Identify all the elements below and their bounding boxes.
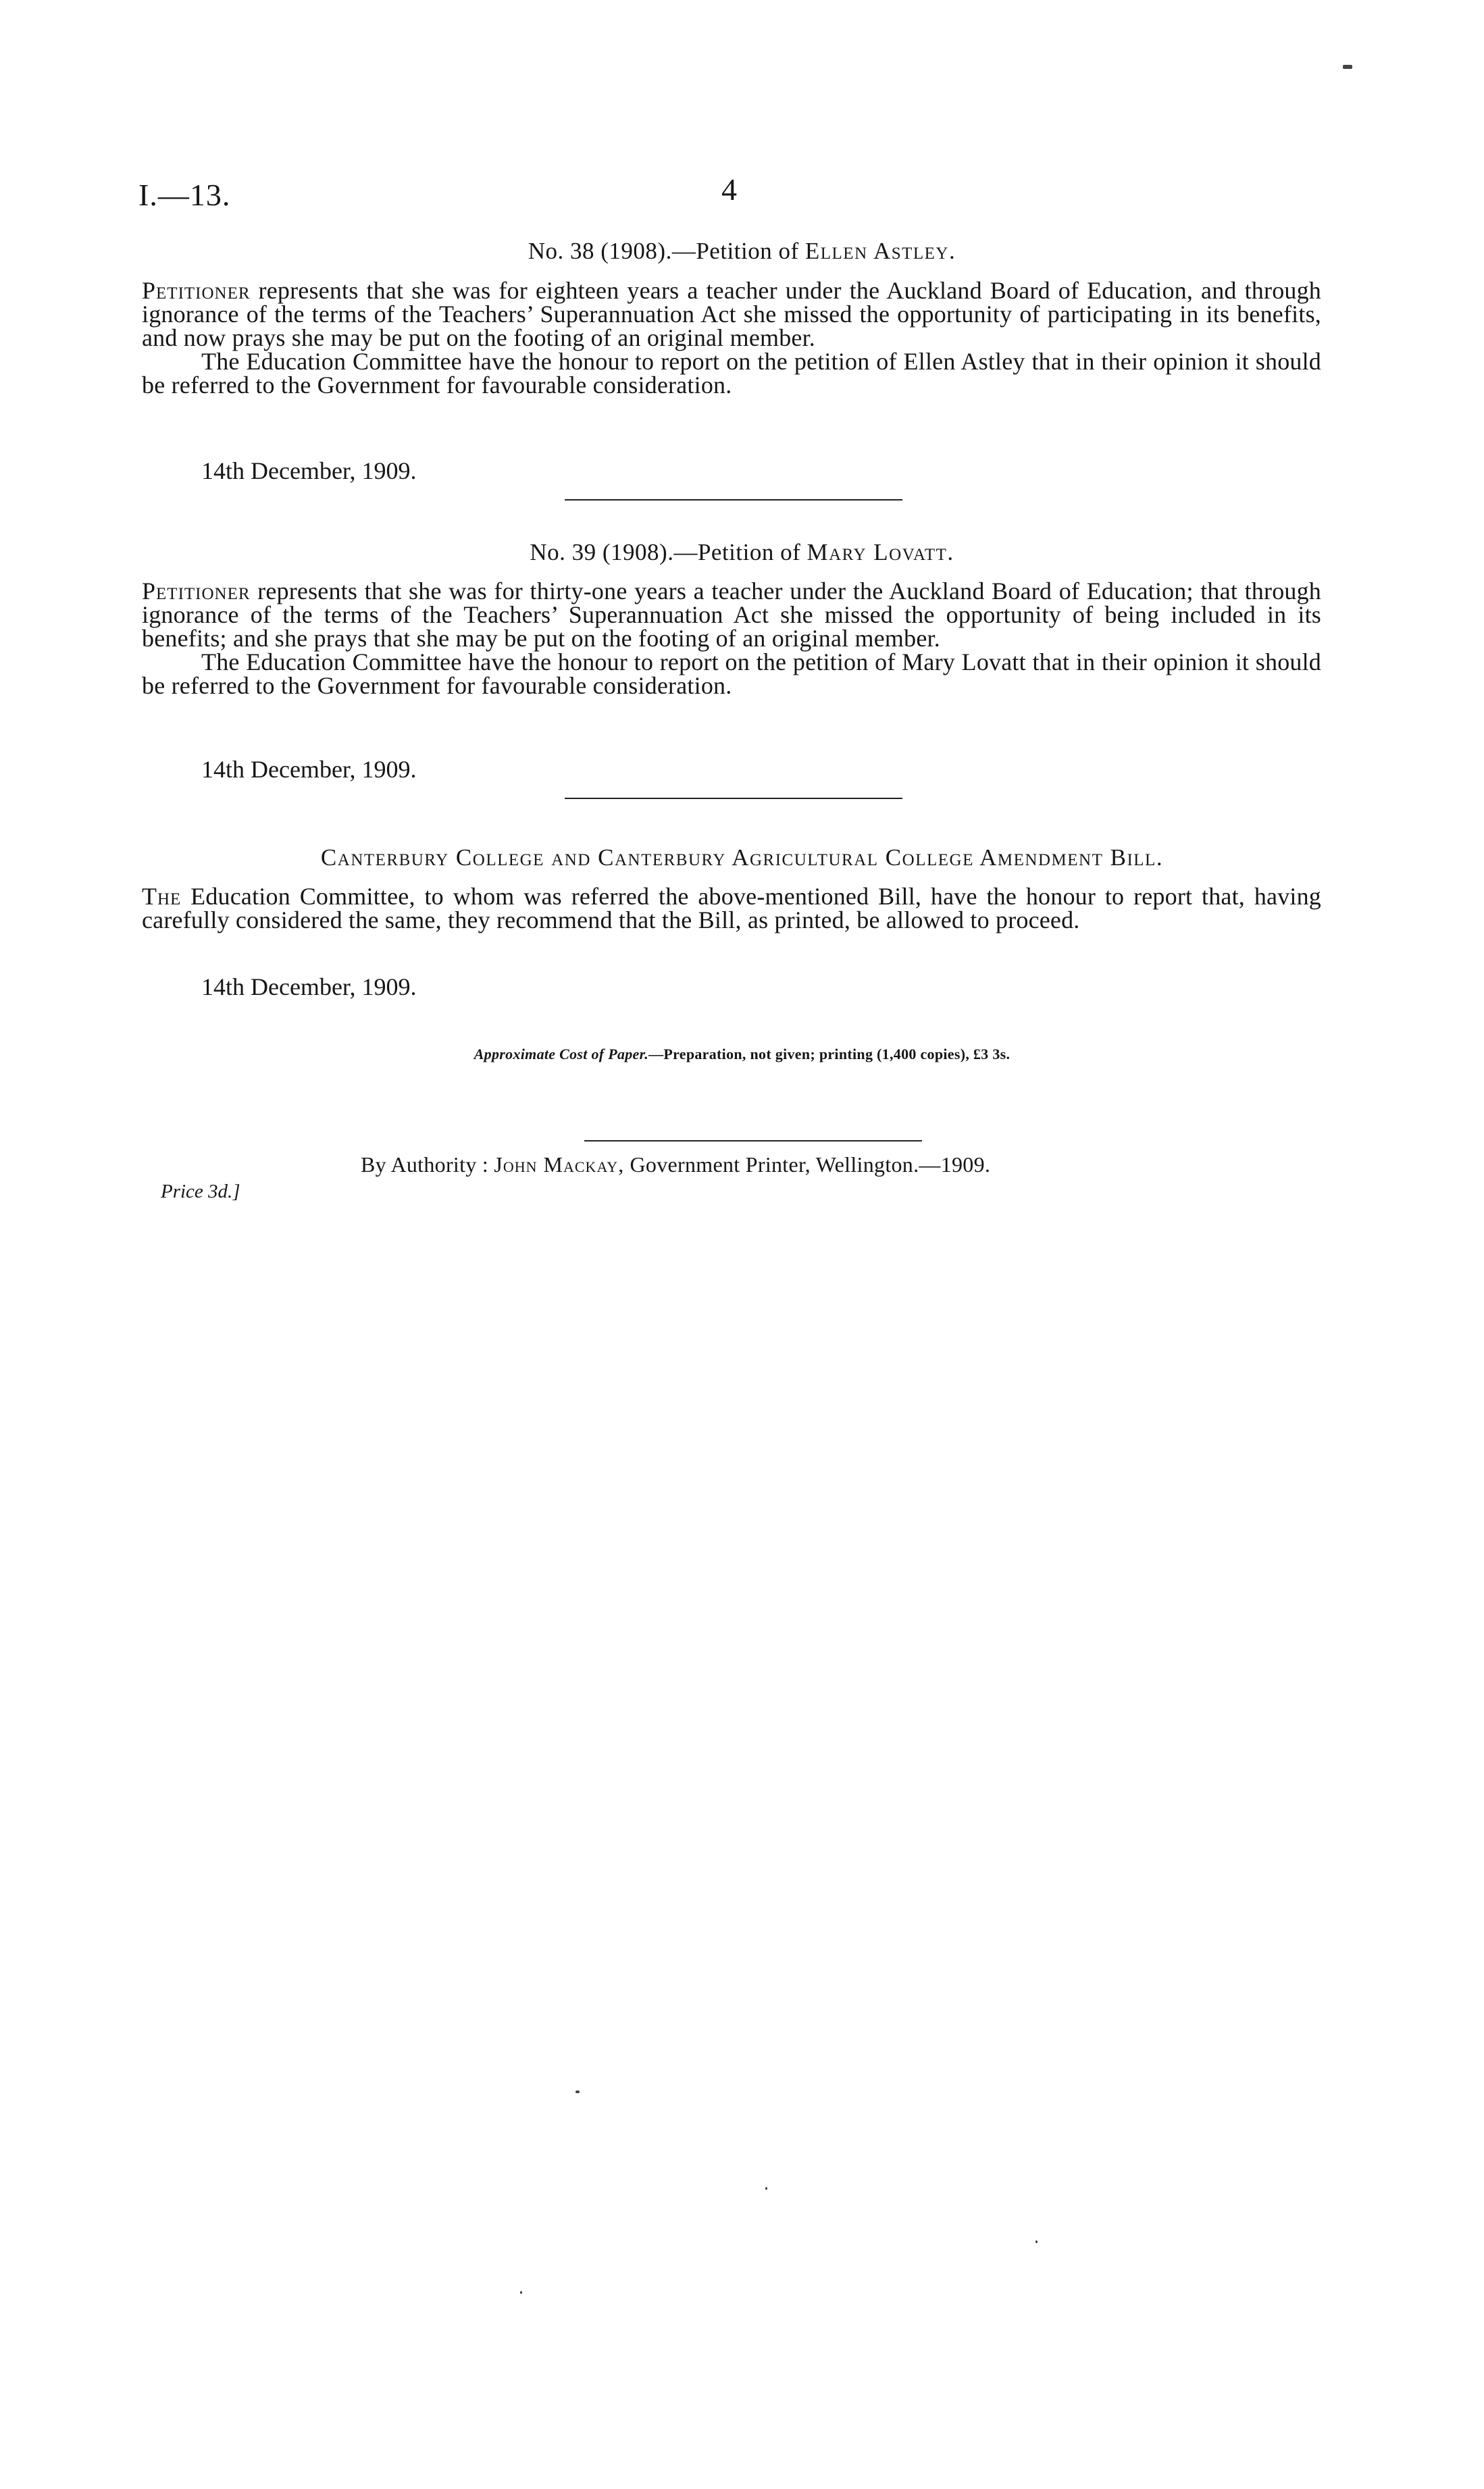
cost-of-paper: [0, 1046, 1484, 1063]
cost-label: Approximate Cost of Paper.: [474, 1046, 649, 1062]
scan-speck: [765, 2187, 767, 2190]
bill-lead-word: The: [142, 883, 182, 910]
bill-date: 14th December, 1909.: [201, 973, 417, 1000]
bill-paragraph-1: [142, 885, 1321, 932]
cost-text: —Preparation, not given; printing (1,400 copies), £3 3s.: [648, 1046, 1010, 1062]
petition-39-paragraph-1-text: represents that she was for thirty-one years a teacher under the Auckland Board of Education; that through ignorance of the terms of the Teachers’ Superannuation Act she missed the opportunity of being included in its benefits; and she prays that she may be put on the footing of an original member.: [142, 578, 1321, 652]
petition-38-heading: [0, 238, 1484, 265]
petition-38-paragraph-2: The Education Committee have the honour to report on the petition of Ellen Astley that in their opinion it should be referred to the Government for favourable consideration.: [142, 348, 1321, 399]
petition-38-lead-word: Petitioner: [142, 277, 251, 304]
scan-speck: [575, 2090, 580, 2093]
imprint-name: John Mackay,: [494, 1152, 625, 1177]
scan-speck: [1343, 65, 1352, 69]
petition-39-paragraph-2: The Education Committee have the honour to report on the petition of Mary Lovatt that in their opinion it should be referred to the Government for favourable consideration.: [142, 648, 1321, 699]
petition-38-paragraph-1: [142, 279, 1321, 350]
petition-39-body: [142, 580, 1321, 698]
section-divider-2: [565, 798, 902, 799]
bill-heading: [0, 844, 1484, 871]
petition-38-body: [142, 279, 1321, 397]
bill-heading-text: Canterbury College and Canterbury Agricultural College Amendment Bill.: [320, 844, 1164, 871]
footer-divider: [584, 1140, 922, 1141]
paper-reference: I.—13.: [138, 178, 231, 212]
petition-39-lead-word: Petitioner: [142, 578, 251, 605]
petition-39-paragraph-1: [142, 580, 1321, 650]
bill-paragraph-1-text: Education Committee, to whom was referred the above-mentioned Bill, have the honour to report that, having carefully considered the same, they recommend that the Bill, as printed, be allowed to proceed.: [142, 883, 1321, 933]
page-number: 4: [721, 172, 737, 207]
petition-38-heading-name: Ellen Astley.: [804, 238, 956, 264]
petition-38-date: 14th December, 1909.: [201, 457, 417, 484]
section-divider-1: [565, 499, 902, 501]
petition-38-paragraph-1-text: represents that she was for eighteen years a teacher under the Auckland Board of Education, and through ignorance of the terms of the Teachers’ Superannuation Act she missed the opportunity of participating in its benefits, and now prays she may be put on the footing of an original member.: [142, 277, 1321, 351]
bill-body: [142, 885, 1321, 932]
petition-39-date: 14th December, 1909.: [201, 756, 417, 783]
printer-imprint: [361, 1152, 990, 1177]
imprint-suffix: Government Printer, Wellington.—1909.: [630, 1152, 991, 1177]
price-label: Price 3d.]: [161, 1181, 240, 1202]
scan-speck: [520, 2291, 522, 2294]
imprint-prefix: By Authority :: [361, 1152, 489, 1177]
petition-39-heading-name: Mary Lovatt.: [807, 539, 954, 565]
petition-39-heading-prefix: No. 39 (1908).—Petition of: [530, 539, 801, 565]
scan-speck: [1035, 2240, 1038, 2243]
petition-38-heading-prefix: No. 38 (1908).—Petition of: [528, 238, 799, 264]
petition-39-heading: [0, 539, 1484, 566]
